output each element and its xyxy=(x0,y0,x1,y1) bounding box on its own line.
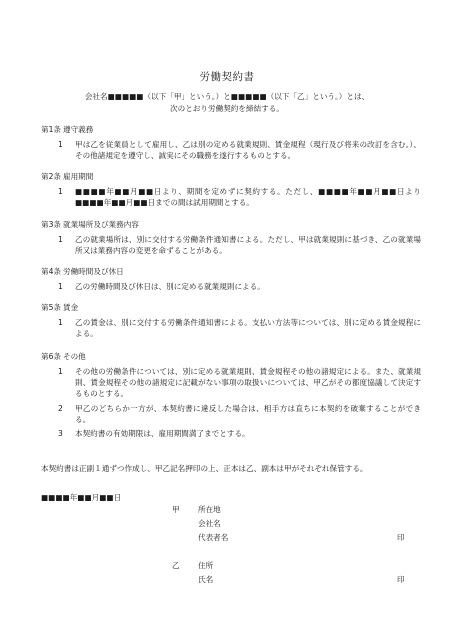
article-title: その他 xyxy=(63,352,86,361)
clause-number: 2 xyxy=(58,403,63,413)
clause-text: ■■■■年■■月■■日より、期間を定めずに契約する。ただし、■■■■年■■月■■日より■■■■年■■月■■日までの間は試用期間とする。 xyxy=(75,187,421,208)
article-6 xyxy=(41,351,421,439)
party-a-seal-mark: 印 xyxy=(397,533,405,542)
clause xyxy=(41,366,421,400)
clause xyxy=(41,317,421,339)
article-title: 雇用期間 xyxy=(63,172,94,181)
party-b-address-label: 住所 xyxy=(198,561,214,570)
article-number: 第4条 xyxy=(41,267,62,276)
clause xyxy=(41,403,421,425)
article-title: 就業場所及び業務内容 xyxy=(63,220,139,229)
contract-date: ■■■■年■■月■■日 xyxy=(41,493,122,502)
party-b-label: 乙 xyxy=(172,561,180,570)
article-heading xyxy=(41,302,421,314)
clause xyxy=(41,139,421,161)
clause-text: 乙の賃金は、別に交付する労働条件通知書による。支払い方法等については、別に定める賃金規程による。 xyxy=(75,318,421,339)
article-5 xyxy=(41,302,421,339)
clause-text: 本契約書の有効期限は、雇用期間満了までとする。 xyxy=(75,429,250,439)
article-heading xyxy=(41,171,421,183)
article-3 xyxy=(41,219,421,256)
article-number: 第2条 xyxy=(41,172,62,181)
article-4 xyxy=(41,266,421,292)
closing-statement: 本契約書は正副１通ずつ作成し、甲乙記名押印の上、正本は乙、副本は甲がそれぞれ保管する。 xyxy=(41,464,368,473)
clause-number: 1 xyxy=(58,318,63,327)
article-title: 遵守義務 xyxy=(63,125,94,134)
clause-number: 1 xyxy=(58,187,63,196)
clause-number: 1 xyxy=(58,140,63,149)
article-heading xyxy=(41,124,421,136)
party-a-representative-label: 代表者名 xyxy=(198,533,229,542)
clause-text: 乙の就業場所は、別に交付する労働条件通知書による。ただし、甲は就業規則に基づき、乙の就業場所又は業務内容の変更を命ずることがある。 xyxy=(75,235,421,256)
article-number: 第6条 xyxy=(41,352,62,361)
party-b-name-label: 氏名 xyxy=(198,575,214,584)
clause-text: 乙の労働時間及び休日は、別に定める就業規則による。 xyxy=(75,282,265,291)
party-a-label: 甲 xyxy=(172,505,180,514)
intro-line: 次のとおり労働契約を締結する。 xyxy=(170,104,284,113)
clause-number: 1 xyxy=(58,367,63,376)
clause-text: その他の労働条件については、別に定める就業規則、賃金規程その他の諸規定による。また、就業規則、賃金規程その他の諸規定に記載がない事項の取扱いについては、甲乙がその都度協議して決定するものとする。 xyxy=(75,367,421,399)
clause-number: 1 xyxy=(58,235,63,244)
document-title: 労働契約書 xyxy=(199,71,255,83)
article-number: 第3条 xyxy=(41,220,62,229)
clause-number: 3 xyxy=(58,429,63,439)
intro-paragraph xyxy=(0,91,454,115)
clause xyxy=(41,186,421,208)
article-heading xyxy=(41,351,421,363)
party-b-seal-mark: 印 xyxy=(397,575,405,584)
clause-text: 甲は乙を従業員として雇用し、乙は別の定める就業規則、賃金規程（現行及び将来の改訂を含む。）、その他諸規定を遵守し、誠実にその職務を遂行するものとする。 xyxy=(75,140,421,161)
intro-line: 会社名■■■■■（以下「甲」という。）と■■■■■（以下「乙」という。）とは、 xyxy=(84,92,370,101)
clause-text: 甲乙のどちらか一方が、本契約書に違反した場合は、相手方は直ちに本契約を破棄することができる。 xyxy=(75,403,421,424)
clause xyxy=(41,281,421,292)
article-number: 第5条 xyxy=(41,303,62,312)
article-2 xyxy=(41,171,421,208)
article-number: 第1条 xyxy=(41,125,62,134)
party-a-address-label: 所在地 xyxy=(198,505,221,514)
article-title: 賃金 xyxy=(63,303,79,312)
clause xyxy=(41,234,421,256)
article-heading xyxy=(41,266,421,278)
article-heading xyxy=(41,219,421,231)
party-a-company-label: 会社名 xyxy=(198,519,221,528)
article-title: 労働時間及び休日 xyxy=(63,267,124,276)
article-1 xyxy=(41,124,421,161)
clause-number: 1 xyxy=(58,282,63,291)
clause xyxy=(41,428,421,439)
